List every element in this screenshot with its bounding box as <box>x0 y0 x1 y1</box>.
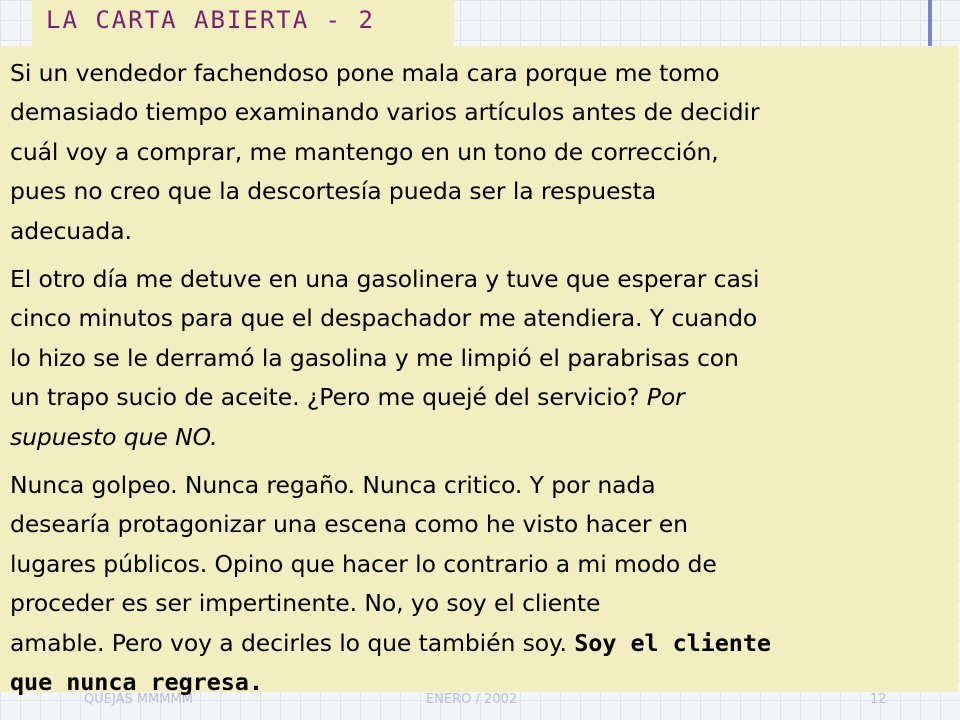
text-line: demasiado tiempo examinando varios artículos antes de decidir <box>10 98 760 127</box>
strong-text: que nunca regresa. <box>10 668 263 697</box>
text-line-with-emphasis <box>10 378 950 417</box>
paragraph-1 <box>10 54 950 251</box>
strong-text: Soy el cliente <box>574 628 771 657</box>
accent-line <box>928 0 932 46</box>
text-line: cinco minutos para que el despachador me atendiera. Y cuando <box>10 304 758 333</box>
footer-date: ENERO / 2002 <box>426 692 518 707</box>
text-line: Si un vendedor fachendoso pone mala cara porque me tomo <box>10 59 720 87</box>
text-line: proceder es ser impertinente. No, yo soy el cliente <box>10 589 601 618</box>
text-line <box>10 663 950 702</box>
text-line: lugares públicos. Opino que hacer lo contrario a mi modo de <box>10 549 717 578</box>
body-text <box>10 54 950 712</box>
slide-title: LA CARTA ABIERTA - 2 <box>46 6 375 34</box>
text-segment: amable. Pero voy a decirles lo que también soy. <box>10 628 575 657</box>
text-line <box>10 418 950 457</box>
emphasis-text: Por <box>646 383 685 412</box>
footer-page-number: 12 <box>870 692 887 707</box>
text-line: Nunca golpeo. Nunca regaño. Nunca critico. Y por nada <box>10 471 656 500</box>
paragraph-3 <box>10 466 950 702</box>
text-line: pues no creo que la descortesía pueda ser la respuesta <box>10 177 656 206</box>
text-line: lo hizo se le derramó la gasolina y me limpió el parabrisas con <box>10 343 739 372</box>
text-line: desearía protagonizar una escena como he visto hacer en <box>10 510 688 539</box>
text-line: El otro día me detuve en una gasolinera y tuve que esperar casi <box>10 265 760 294</box>
footer-left-text: QUEJAS MMMMM <box>84 692 193 707</box>
paragraph-2 <box>10 260 950 457</box>
text-line-with-strong <box>10 624 950 663</box>
emphasis-text: supuesto que NO. <box>10 422 218 451</box>
text-segment: un trapo sucio de aceite. ¿Pero me quejé del servicio? <box>10 383 647 412</box>
text-line: cuál voy a comprar, me mantengo en un tono de corrección, <box>10 137 719 166</box>
text-line: adecuada. <box>10 216 132 245</box>
